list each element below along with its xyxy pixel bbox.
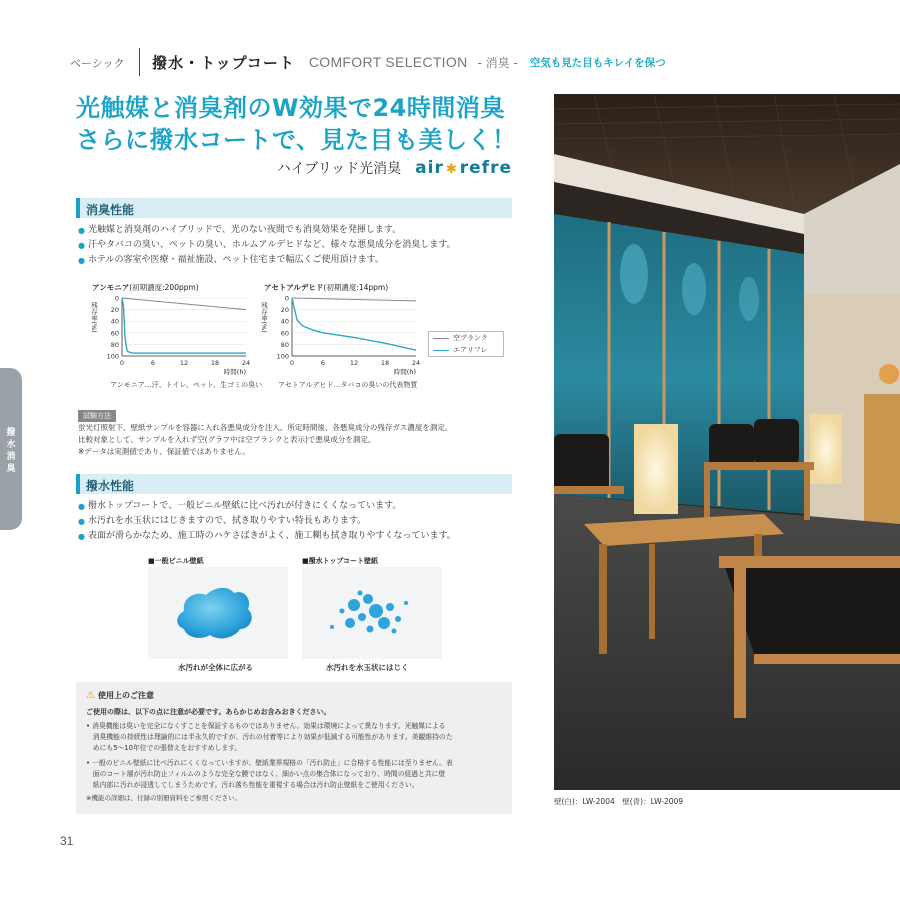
y-axis-label: 残存率(%) [260, 302, 268, 333]
asterisk-icon: ✱ [445, 162, 458, 177]
series-line-blank [292, 298, 416, 301]
method-line: ※データは実測値であり、保証値ではありません。 [78, 447, 250, 456]
deodor-bullet-list [78, 223, 455, 268]
side-tab-label: 撥水消臭 [6, 428, 16, 474]
category-title: 撥水・トップコート [152, 53, 295, 72]
lounge-photo-illustration [554, 94, 900, 790]
caution-item: • 一般のビニル壁紙に比べ汚れにくくなっていますが、壁紙業界規格の「汚れ防止」に合格する性能には至りません。表 面のコート層が汚れ防止フィルムのような完全な膜ではなく、細かい点の集合体になっており、時間の経過と共に壁 紙内部に汚れが浸透してしまうためです。汚れ落ち性能を重視する場合は汚れ防止壁紙をご使用ください。 [86, 759, 453, 789]
caution-box [76, 682, 512, 814]
hybrid-brand [277, 158, 512, 178]
lounge-photo [554, 94, 900, 790]
y-tick-label: 40 [110, 317, 119, 326]
vinyl-image-label: ■一般ビニル壁紙 [148, 557, 204, 565]
y-tick-label: 80 [280, 340, 289, 349]
x-tick-label: 24 [241, 359, 251, 367]
brand-logo-air: air [415, 158, 444, 178]
legend-item-blank [429, 332, 503, 344]
legend-label-airrefre: エアリフレ [453, 346, 488, 354]
method-text [78, 422, 452, 458]
legend-swatch-airrefre [433, 350, 449, 351]
caution-title-text: 使用上のご注意 [97, 691, 154, 700]
ammonia-chart [86, 292, 256, 378]
caution-item: • 消臭機能は臭いを完全になくすことを保証するものではありません。効果は環境によって異なります。光触媒による 消臭機能の持続性は理論的には半永久的ですが、汚れの付着等により効果が低減する可能性があります。美観維持のた めにも5〜10年位での張替えをおすすめします。 [86, 722, 453, 752]
header-tagline: 空気も見た目もキレイを保つ [529, 56, 666, 69]
x-tick-label: 6 [320, 359, 326, 367]
x-tick-label: 0 [289, 359, 295, 367]
series-line-airrefre [122, 298, 246, 353]
list-item: ● 光触媒と消臭剤のハイブリッドで、光のない夜間でも消臭効果を発揮します。 [78, 223, 455, 238]
acetaldehyde-chart [256, 292, 426, 378]
water-bullet-list [78, 499, 456, 544]
series-line-blank [122, 298, 246, 310]
y-tick-label: 0 [284, 294, 289, 303]
brand-logo-refre: refre [459, 158, 512, 178]
caution-note: ※機能の詳細は、付録の別冊資料をご参照ください。 [86, 794, 241, 802]
chart-2-title-text: アセトアルデヒド [264, 283, 324, 292]
method-tag: 試験方法 [78, 410, 116, 422]
page-number: 31 [60, 834, 74, 848]
y-tick-label: 0 [114, 294, 119, 303]
x-axis-label: 時間(h) [223, 368, 246, 376]
x-tick-label: 24 [411, 359, 421, 367]
caution-intro: ご使用の際は、以下の点に注意が必要です。あらかじめお含みおきください。 [86, 708, 331, 716]
y-tick-label: 60 [280, 329, 289, 338]
chart-2-footnote: アセトアルデヒド…タバコの臭いの代表物質 [278, 381, 418, 389]
legend-item-airrefre [429, 344, 503, 356]
x-tick-label: 12 [349, 359, 359, 367]
x-axis-label: 時間(h) [393, 368, 416, 376]
list-item: ● ホテルの客室や医療・福祉施設、ペット住宅まで幅広くご使用頂けます。 [78, 253, 455, 268]
y-tick-label: 100 [106, 352, 119, 361]
hybrid-label: ハイブリッド光消臭 [276, 161, 402, 177]
water-beads [302, 567, 442, 659]
method-line: 蛍光灯照射下、壁紙サンプルを容器に入れ各悪臭成分を注入。所定時間後、各悪臭成分の残存ガス濃度を測定。 [78, 423, 453, 432]
list-item: ● 撥水トップコートで、一般ビニル壁紙に比べ汚れが付きにくくなっています。 [78, 499, 456, 514]
topcoat-image-label: ■撥水トップコート壁紙 [302, 557, 379, 565]
chart-2-title-note: (初期濃度:14ppm) [323, 283, 389, 292]
chart-1-footnote: アンモニア…汗、トイレ、ペット、生ゴミの臭い [110, 381, 263, 389]
x-tick-label: 12 [179, 359, 189, 367]
legend-swatch-blank [433, 338, 449, 339]
water-section-bar [76, 474, 512, 494]
warning-icon: ⚠ [86, 690, 95, 701]
page-header [70, 44, 666, 80]
headline-line-2: さらに撥水コートで、見た目も美しく！ [76, 126, 517, 154]
legend-label-blank: 空ブランク [453, 334, 488, 342]
y-tick-label: 20 [280, 306, 289, 315]
water-spread-blob [148, 567, 288, 659]
topcoat-image-caption: 水汚れを水玉状にはじく [326, 663, 409, 672]
list-item: ● 表面が滑らかなため、施工時のハケさばきがよく、施工糊も拭き取りやすくなっています。 [78, 529, 456, 544]
headline [76, 92, 517, 156]
chart-1-title-text: アンモニア [92, 283, 130, 292]
header-divider [139, 48, 141, 76]
caution-title [86, 690, 502, 701]
photo-caption: 壁(白)：LW-2004 壁(青)：LW-2009 [554, 797, 683, 806]
deodor-section-bar [76, 198, 512, 218]
chart-legend [428, 331, 504, 357]
y-tick-label: 20 [110, 306, 119, 315]
comfort-selection-label: COMFORT SELECTION [308, 54, 468, 70]
series-line-airrefre [292, 298, 416, 350]
deodor-section-title: 消臭性能 [86, 203, 135, 217]
list-item: ● 水汚れを水玉状にはじきますので、拭き取りやすい特長もあります。 [78, 514, 456, 529]
x-tick-label: 18 [210, 359, 220, 367]
x-tick-label: 18 [380, 359, 390, 367]
y-tick-label: 80 [110, 340, 119, 349]
x-tick-label: 0 [119, 359, 125, 367]
vinyl-image-caption: 水汚れが全体に広がる [178, 663, 253, 672]
sub-category: - 消臭 - [477, 55, 518, 70]
topcoat-wallpaper-image [302, 567, 442, 659]
water-section-title: 撥水性能 [86, 479, 135, 493]
y-tick-label: 40 [280, 317, 289, 326]
vinyl-wallpaper-image [148, 567, 288, 659]
series-label: ベーシック [70, 57, 125, 70]
chart-1-title-note: (初期濃度:200ppm) [129, 283, 199, 292]
list-item: ● 汗やタバコの臭い、ペットの臭い、ホルムアルデヒドなど、様々な悪臭成分を消臭します。 [78, 238, 455, 253]
brand-logo [415, 158, 512, 178]
method-line: 比較対象として、サンプルを入れず空(グラフ中は空ブランクと表示)で悪臭成分を測定。 [78, 435, 376, 444]
y-axis-label: 残存率(%) [90, 302, 98, 333]
x-tick-label: 6 [150, 359, 156, 367]
y-tick-label: 100 [276, 352, 289, 361]
y-tick-label: 60 [110, 329, 119, 338]
headline-line-1: 光触媒と消臭剤のW効果で24時間消臭 [76, 94, 505, 122]
